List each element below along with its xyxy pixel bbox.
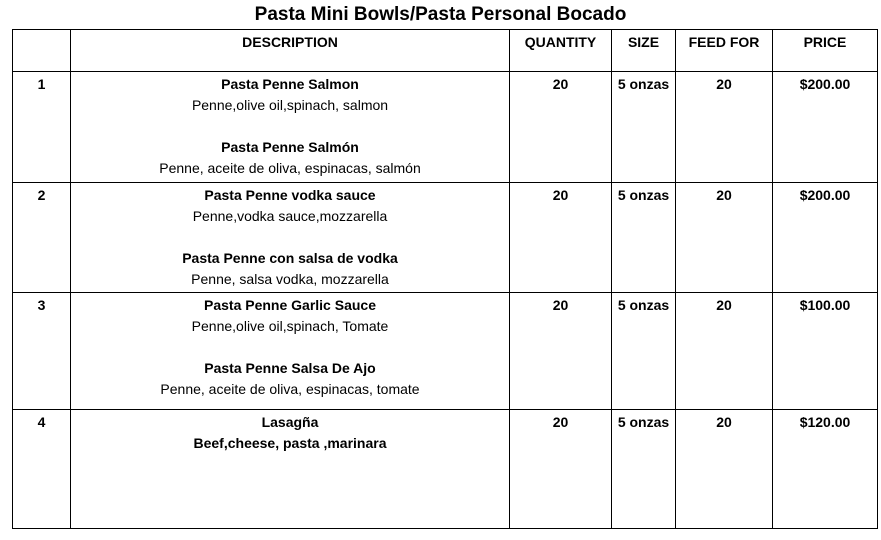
item-name-es: Pasta Penne Salsa De Ajo (204, 360, 376, 376)
item-name-es: Pasta Penne con salsa de vodka (182, 250, 398, 266)
table-row (13, 410, 878, 529)
item-ingredients-es: Penne, aceite de oliva, espinacas, salmón (159, 160, 421, 176)
row-price: $100.00 (773, 293, 878, 410)
row-price: $120.00 (773, 410, 878, 529)
table-row (13, 72, 878, 183)
table-row (13, 293, 878, 410)
header-num (13, 30, 71, 72)
row-feed-for: 20 (676, 293, 773, 410)
item-ingredients-en: Penne,olive oil,spinach, Tomate (191, 318, 389, 334)
header-description: DESCRIPTION (71, 30, 510, 72)
item-name-en: Pasta Penne vodka sauce (204, 187, 376, 203)
table-header-row (13, 30, 878, 72)
row-description (71, 72, 510, 183)
row-price: $200.00 (773, 183, 878, 293)
table-row (13, 183, 878, 293)
row-number: 1 (13, 72, 71, 183)
row-number: 3 (13, 293, 71, 410)
header-quantity: QUANTITY (510, 30, 612, 72)
row-description (71, 183, 510, 293)
item-name-es: Pasta Penne Salmón (221, 139, 359, 155)
row-feed-for: 20 (676, 72, 773, 183)
item-ingredients-en: Penne,olive oil,spinach, salmon (191, 97, 389, 113)
row-feed-for: 20 (676, 410, 773, 529)
row-size: 5 onzas (612, 183, 676, 293)
item-name-en: Pasta Penne Garlic Sauce (204, 297, 376, 313)
item-ingredients-es: Penne, aceite de oliva, espinacas, tomate (160, 381, 420, 397)
menu-table (12, 29, 878, 529)
row-number: 2 (13, 183, 71, 293)
page-title: Pasta Mini Bowls/Pasta Personal Bocado (254, 4, 627, 25)
item-ingredients-en: Beef,cheese, pasta ,marinara (193, 435, 387, 451)
header-feed-for: FEED FOR (676, 30, 773, 72)
row-description (71, 293, 510, 410)
row-description (71, 410, 510, 529)
item-name-en: Lasagña (261, 414, 319, 430)
item-ingredients-es: Penne, salsa vodka, mozzarella (191, 271, 389, 287)
row-size: 5 onzas (612, 72, 676, 183)
row-size: 5 onzas (612, 293, 676, 410)
header-price: PRICE (773, 30, 878, 72)
row-quantity: 20 (510, 72, 612, 183)
row-size: 5 onzas (612, 410, 676, 529)
row-quantity: 20 (510, 293, 612, 410)
header-size: SIZE (612, 30, 676, 72)
item-name-en: Pasta Penne Salmon (221, 76, 359, 92)
row-feed-for: 20 (676, 183, 773, 293)
row-price: $200.00 (773, 72, 878, 183)
item-ingredients-en: Penne,vodka sauce,mozzarella (192, 208, 388, 224)
row-quantity: 20 (510, 183, 612, 293)
row-quantity: 20 (510, 410, 612, 529)
row-number: 4 (13, 410, 71, 529)
